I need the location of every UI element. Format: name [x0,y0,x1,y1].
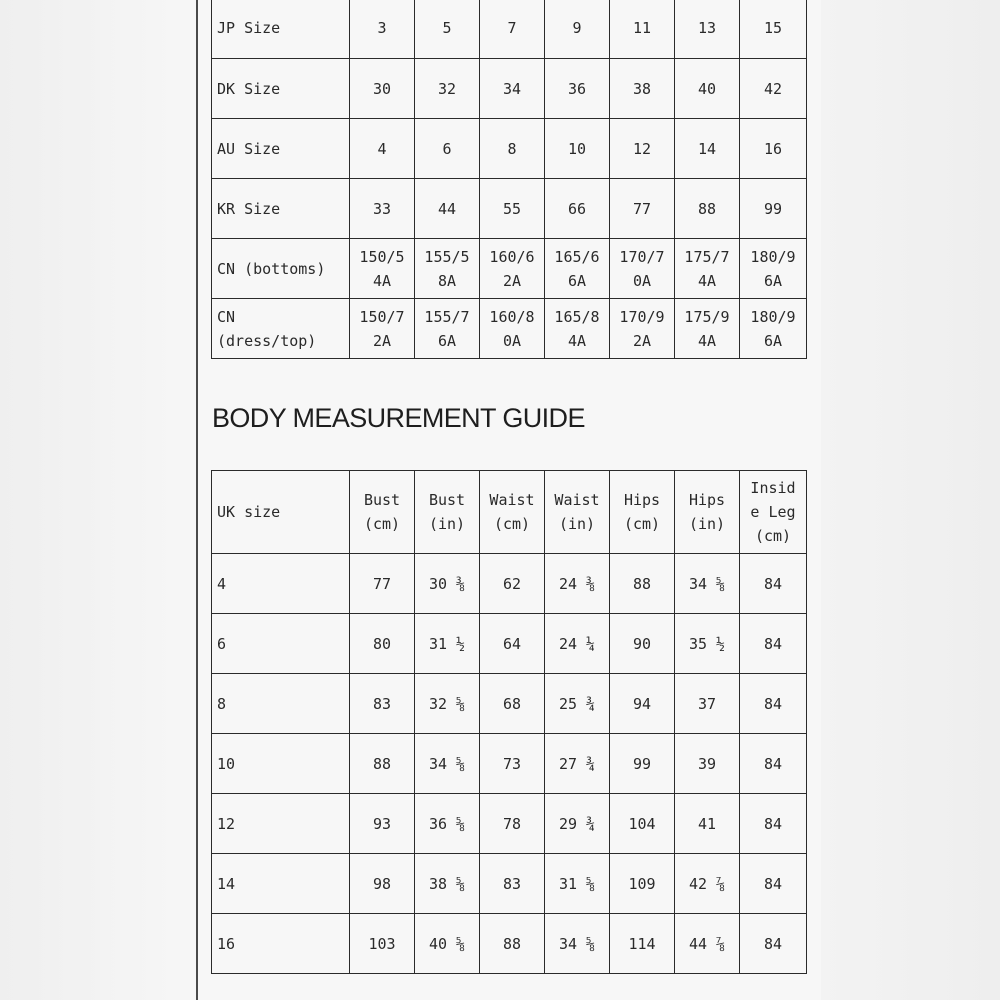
table-cell: 90 [610,614,675,674]
table-cell: 55 [480,179,545,239]
table-cell: 84 [740,794,807,854]
table-cell: 68 [480,674,545,734]
table-cell: 84 [740,734,807,794]
table-cell: 165/6 6A [545,239,610,299]
table-cell: 39 [675,734,740,794]
row-label: 8 [212,674,350,734]
table-cell: 83 [350,674,415,734]
table-cell: 34 ⅝ [545,914,610,974]
table-cell: 35 ½ [675,614,740,674]
table-cell: 109 [610,854,675,914]
table-cell: 40 ⅝ [415,914,480,974]
header-cell: Waist (cm) [480,471,545,554]
table-cell: 150/7 2A [350,299,415,359]
table-cell: 34 ⅝ [415,734,480,794]
header-cell: Bust (in) [415,471,480,554]
table-cell: 34 ⅝ [675,554,740,614]
table-cell: 30 [350,59,415,119]
row-label: 14 [212,854,350,914]
table-cell: 84 [740,674,807,734]
table-row [212,734,807,794]
table-cell: 94 [610,674,675,734]
table-header-row [212,471,807,554]
table-row [212,914,807,974]
table-cell: 84 [740,614,807,674]
table-cell: 44 ⅞ [675,914,740,974]
table-cell: 175/9 4A [675,299,740,359]
table-cell: 10 [545,119,610,179]
row-label: AU Size [212,119,350,179]
table-row [212,179,807,239]
row-label: JP Size [212,0,350,59]
row-label: DK Size [212,59,350,119]
table-cell: 4 [350,119,415,179]
table-cell: 5 [415,0,480,59]
table-cell: 77 [610,179,675,239]
table-cell: 175/7 4A [675,239,740,299]
table-cell: 103 [350,914,415,974]
table-cell: 88 [480,914,545,974]
section-title: BODY MEASUREMENT GUIDE [212,403,585,433]
table-cell: 99 [740,179,807,239]
table-cell: 93 [350,794,415,854]
table-row [212,119,807,179]
table-row [212,0,807,59]
table-cell: 30 ⅜ [415,554,480,614]
table-cell: 62 [480,554,545,614]
table-cell: 29 ¾ [545,794,610,854]
table-cell: 180/9 6A [740,299,807,359]
table-row [212,299,807,359]
table-cell: 38 [610,59,675,119]
table-cell: 33 [350,179,415,239]
table-cell: 160/8 0A [480,299,545,359]
table-cell: 42 [740,59,807,119]
table-cell: 24 ¼ [545,614,610,674]
table-cell: 84 [740,914,807,974]
header-cell: Hips (cm) [610,471,675,554]
table-cell: 155/5 8A [415,239,480,299]
table-cell: 13 [675,0,740,59]
table-cell: 84 [740,854,807,914]
row-label: CN (dress/top) [212,299,350,359]
table-cell: 15 [740,0,807,59]
table-cell: 66 [545,179,610,239]
table-cell: 42 ⅞ [675,854,740,914]
table-cell: 88 [350,734,415,794]
header-cell: Insid e Leg (cm) [740,471,807,554]
table-cell: 165/8 4A [545,299,610,359]
table-cell: 155/7 6A [415,299,480,359]
table-cell: 7 [480,0,545,59]
row-label: 4 [212,554,350,614]
table-cell: 36 ⅝ [415,794,480,854]
table-cell: 114 [610,914,675,974]
table-cell: 160/6 2A [480,239,545,299]
table-cell: 31 ½ [415,614,480,674]
table-cell: 150/5 4A [350,239,415,299]
table-cell: 27 ¾ [545,734,610,794]
table-cell: 25 ¾ [545,674,610,734]
table-row [212,854,807,914]
table-cell: 64 [480,614,545,674]
table-cell: 36 [545,59,610,119]
table-cell: 73 [480,734,545,794]
table-cell: 37 [675,674,740,734]
table-cell: 180/9 6A [740,239,807,299]
body-measurement-table [211,470,807,974]
table-row [212,614,807,674]
table-cell: 80 [350,614,415,674]
table-cell: 32 ⅝ [415,674,480,734]
row-label: 10 [212,734,350,794]
table-cell: 12 [610,119,675,179]
table-cell: 34 [480,59,545,119]
table-cell: 8 [480,119,545,179]
row-label: KR Size [212,179,350,239]
row-label: 6 [212,614,350,674]
header-cell: Bust (cm) [350,471,415,554]
table-cell: 16 [740,119,807,179]
table-cell: 40 [675,59,740,119]
table-row [212,554,807,614]
table-row [212,794,807,854]
header-cell: UK size [212,471,350,554]
table-cell: 24 ⅜ [545,554,610,614]
table-cell: 9 [545,0,610,59]
table-cell: 38 ⅝ [415,854,480,914]
table-cell: 83 [480,854,545,914]
table-cell: 6 [415,119,480,179]
header-cell: Waist (in) [545,471,610,554]
table-cell: 88 [610,554,675,614]
header-cell: Hips (in) [675,471,740,554]
table-row [212,239,807,299]
row-label: 16 [212,914,350,974]
table-cell: 31 ⅝ [545,854,610,914]
table-cell: 98 [350,854,415,914]
table-cell: 32 [415,59,480,119]
table-row [212,674,807,734]
table-cell: 3 [350,0,415,59]
table-cell: 99 [610,734,675,794]
table-cell: 77 [350,554,415,614]
table-cell: 88 [675,179,740,239]
table-cell: 78 [480,794,545,854]
row-label: CN (bottoms) [212,239,350,299]
table-cell: 170/7 0A [610,239,675,299]
table-cell: 84 [740,554,807,614]
row-label: 12 [212,794,350,854]
table-cell: 14 [675,119,740,179]
table-row [212,59,807,119]
table-cell: 41 [675,794,740,854]
table-cell: 11 [610,0,675,59]
table-cell: 170/9 2A [610,299,675,359]
size-conversion-table [211,0,807,359]
table-cell: 104 [610,794,675,854]
table-cell: 44 [415,179,480,239]
